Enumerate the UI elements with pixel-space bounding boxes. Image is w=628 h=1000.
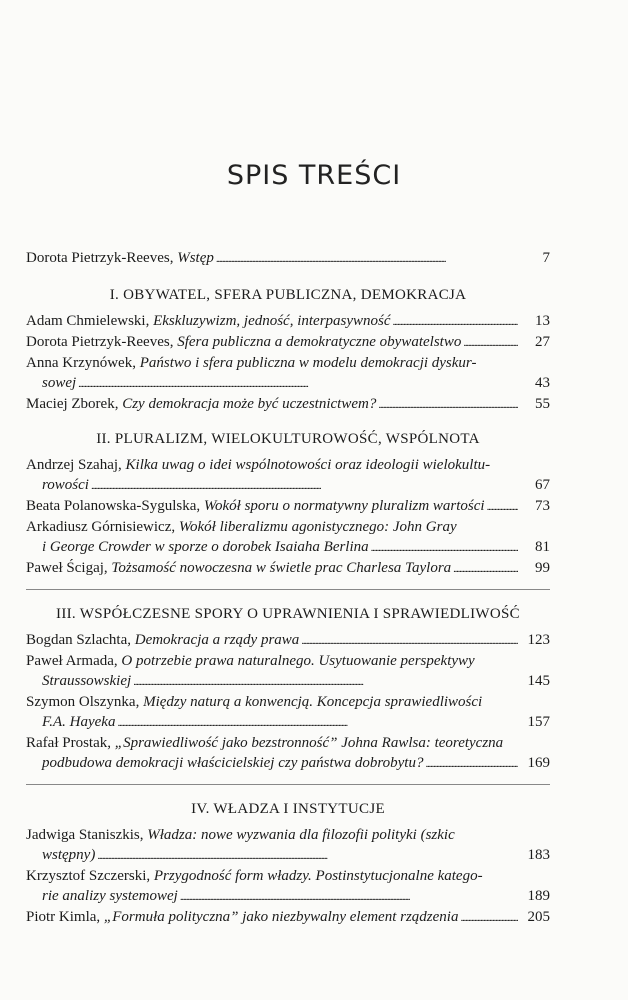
toc-title: Wokół sporu o normatywny pluralizm wartości <box>203 498 485 514</box>
toc-author: Krzysztof Szczerski, <box>26 868 154 884</box>
section-heading: III. WSPÓŁCZESNE SPORY O UPRAWNIENIA I SPRAWIEDLIWOŚĆ <box>56 606 520 622</box>
toc-page-number: 67 <box>535 477 550 493</box>
toc-sections <box>26 285 550 928</box>
toc-entry[interactable] <box>26 733 550 774</box>
toc-title: Wokół liberalizmu agonistycznego: John Gray <box>178 519 457 535</box>
toc-author: Beata Polanowska-Sygulska, <box>26 498 204 514</box>
toc-page-number: 27 <box>535 334 550 350</box>
toc-page-number: 205 <box>527 909 550 925</box>
toc-author: Dorota Pietrzyk-Reeves, <box>26 250 174 266</box>
toc-author: Rafał Prostak, <box>26 735 115 751</box>
toc-page-number: 123 <box>527 632 550 648</box>
toc-author: Bogdan Szlachta, <box>26 632 135 648</box>
toc-page-number: 157 <box>527 714 550 730</box>
toc-entry[interactable] <box>26 394 550 415</box>
toc-entry[interactable] <box>26 825 550 866</box>
toc-author: Paweł Armada, <box>26 653 122 669</box>
leader-dots <box>460 907 518 928</box>
toc-page-number: 145 <box>527 673 550 689</box>
toc-entry[interactable] <box>26 630 550 651</box>
leader-dots <box>425 753 518 774</box>
toc-entry[interactable] <box>26 866 550 907</box>
toc-title: Ekskluzywizm, jedność, interpasywność <box>153 313 391 329</box>
page-title: SPIS TREŚCI <box>226 160 402 191</box>
toc-title: Straussowskiej <box>42 673 132 689</box>
leader-dots <box>117 712 518 733</box>
section-heading: I. OBYWATEL, SFERA PUBLICZNA, DEMOKRACJA <box>109 287 467 303</box>
leader-dots <box>371 537 518 558</box>
toc-author: Paweł Ścigaj, <box>26 560 112 576</box>
toc-title: Przygodność form władzy. Postinstytucjonalne katego- <box>153 868 483 884</box>
section-heading: IV. WŁADZA I INSTYTUCJE <box>191 801 385 817</box>
toc-title: Między naturą a konwencją. Koncepcja sprawiedliwości <box>143 694 483 710</box>
toc-author: Adam Chmielewski, <box>26 313 154 329</box>
toc-title: Tożsamość nowoczesna w świetle prac Charlesa Taylora <box>111 560 452 576</box>
toc-author: Anna Krzynówek, <box>26 355 140 371</box>
toc-author: Dorota Pietrzyk-Reeves, <box>26 334 178 350</box>
toc-entry[interactable] <box>26 496 550 517</box>
toc-page-number: 99 <box>535 560 550 576</box>
leader-dots <box>91 475 518 496</box>
leader-dots <box>133 671 518 692</box>
toc-title: Sfera publiczna a demokratyczne obywatelstwo <box>177 334 462 350</box>
table-of-contents <box>26 240 550 928</box>
toc-author: Andrzej Szahaj, <box>26 457 126 473</box>
toc-entry[interactable] <box>26 353 550 394</box>
toc-title: F.A. Hayeka <box>42 714 116 730</box>
toc-title: Państwo i sfera publiczna w modelu demokracji dyskur- <box>139 355 477 371</box>
toc-title: i George Crowder w sporze o dorobek Isaiaha Berlina <box>42 539 369 555</box>
toc-page-number: 73 <box>535 498 550 514</box>
toc-title: O potrzebie prawa naturalnego. Usytuowanie perspektywy <box>121 653 475 669</box>
section-heading: II. PLURALIZM, WIELOKULTUROWOŚĆ, WSPÓLNOTA <box>96 431 480 447</box>
toc-entry[interactable] <box>26 517 550 558</box>
toc-author: Piotr Kimla, <box>26 909 104 925</box>
leader-dots <box>97 845 518 866</box>
leader-dots <box>453 558 518 579</box>
toc-page-number: 7 <box>542 250 550 266</box>
toc-author: Maciej Zborek, <box>26 396 123 412</box>
leader-dots <box>216 248 518 269</box>
leader-dots <box>301 630 518 651</box>
toc-page-number: 55 <box>535 396 550 412</box>
toc-title: Wstęp <box>177 250 214 266</box>
leader-dots <box>393 311 518 332</box>
toc-title: „Formuła polityczna” jako niezbywalny element rządzenia <box>103 909 459 925</box>
toc-title: rowości <box>42 477 89 493</box>
toc-title: podbudowa demokracji właścicielskiej czy państwa dobrobytu? <box>42 755 424 771</box>
toc-page-number: 183 <box>527 847 550 863</box>
toc-entry[interactable] <box>26 692 550 733</box>
toc-title: Demokracja a rządy prawa <box>134 632 300 648</box>
leader-dots <box>463 332 518 353</box>
toc-title: wstępny) <box>42 847 96 863</box>
toc-entry[interactable] <box>26 907 550 928</box>
toc-entry[interactable] <box>26 311 550 332</box>
toc-entry[interactable] <box>26 558 550 579</box>
toc-author: Jadwiga Staniszkis, <box>26 827 148 843</box>
leader-dots <box>180 886 518 907</box>
toc-title: „Sprawiedliwość jako bezstronność” Johna Rawlsa: teoretyczna <box>114 735 504 751</box>
toc-entry[interactable] <box>26 332 550 353</box>
toc-entry[interactable] <box>26 455 550 496</box>
toc-entry[interactable] <box>26 651 550 692</box>
section-divider <box>26 589 550 590</box>
toc-page-number: 13 <box>535 313 550 329</box>
section-divider <box>26 784 550 785</box>
toc-title: Kilka uwag o idei wspólnotowości oraz ideologii wielokultu- <box>125 457 491 473</box>
leader-dots <box>487 496 518 517</box>
toc-author: Szymon Olszynka, <box>26 694 144 710</box>
toc-entry-intro[interactable] <box>26 248 550 269</box>
toc-author: Arkadiusz Górnisiewicz, <box>26 519 179 535</box>
leader-dots <box>378 394 518 415</box>
toc-page-number: 189 <box>527 888 550 904</box>
toc-page-number: 43 <box>535 375 550 391</box>
toc-title: sowej <box>42 375 77 391</box>
toc-title: Władza: nowe wyzwania dla filozofii polityki (szkic <box>147 827 455 843</box>
toc-title: rie analizy systemowej <box>42 888 178 904</box>
leader-dots <box>78 373 518 394</box>
toc-page-number: 169 <box>527 755 550 771</box>
toc-title: Czy demokracja może być uczestnictwem? <box>122 396 377 412</box>
toc-page-number: 81 <box>535 539 550 555</box>
